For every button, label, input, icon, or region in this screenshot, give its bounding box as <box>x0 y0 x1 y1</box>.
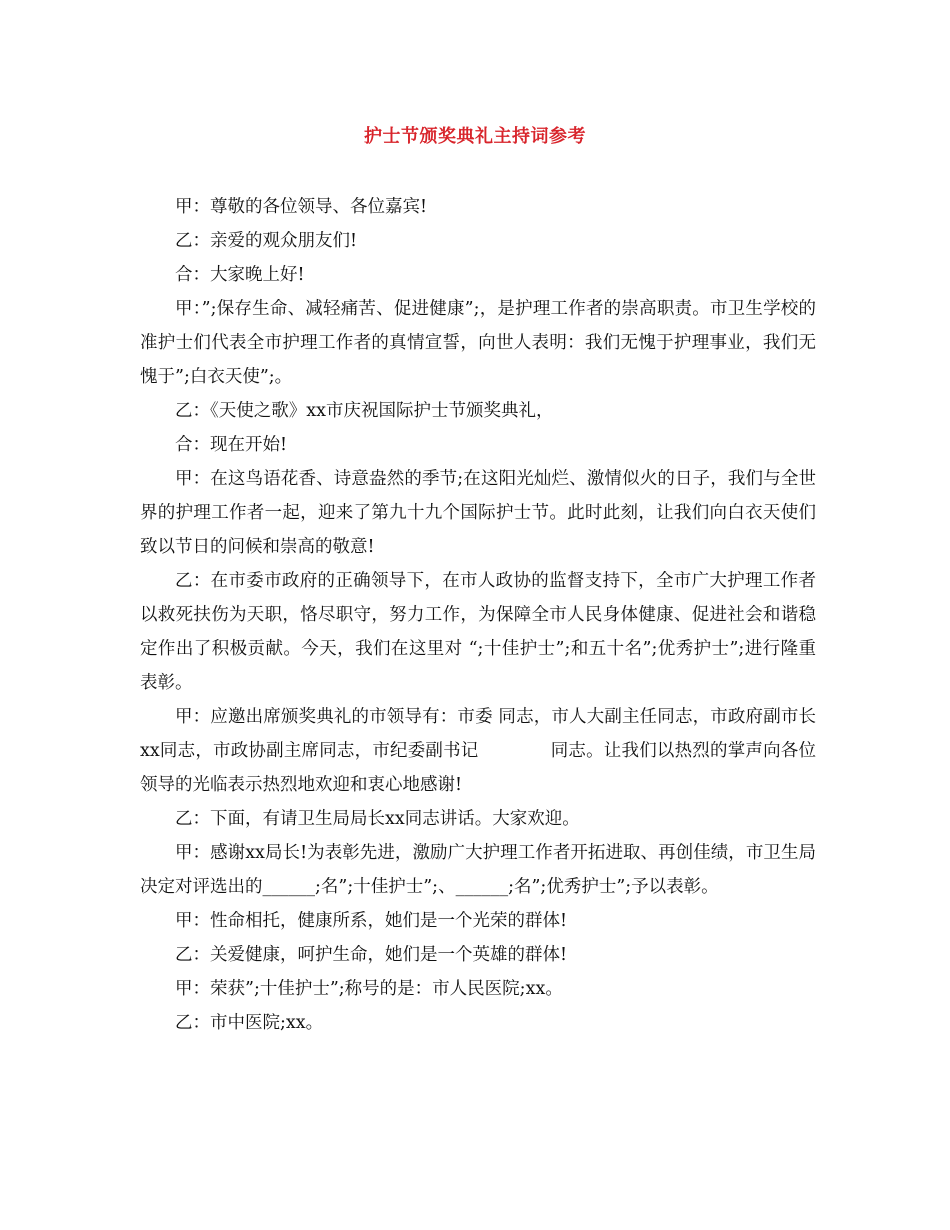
paragraph: 合：现在开始! <box>175 435 288 455</box>
paragraph: 甲：性命相托，健康所系，她们是一个光荣的群体! <box>175 911 568 931</box>
leaders-text-end: 同志。让我们以热烈的掌声向各位领导的光临表示热烈地欢迎和衷心地感谢! <box>140 741 816 795</box>
paragraph: 乙：在市委市政府的正确领导下，在市人政协的监督支持下，全市广大护理工作者以救死扶伤为天职，恪尽职守，努力工作，为保障全市人民身体健康、促进社会和谐稳定作出了积极贡献。今天，我们在这里对 “;十佳护士”;和五十名”;优秀护士”;进行隆重表彰。 <box>140 571 816 693</box>
paragraph: 甲：荣获”;十佳护士”;称号的是：市人民医院;xx。 <box>175 979 563 999</box>
paragraph: 甲：在这鸟语花香、诗意盎然的季节;在这阳光灿烂、激情似火的日子，我们与全世界的护理工作者一起，迎来了第九十九个国际护士节。此时此刻，让我们向白衣天使们致以节日的问候和崇高的敬意! <box>140 469 816 557</box>
paragraph: 合：大家晚上好! <box>175 265 305 285</box>
paragraph: 甲：尊敬的各位领导、各位嘉宾! <box>175 197 428 217</box>
leaders-paragraph <box>140 700 816 802</box>
paragraph: 甲：”;保存生命、减轻痛苦、促进健康”;，是护理工作者的崇高职责。市卫生学校的准护士们代表全市护理工作者的真情宣誓，向世人表明：我们无愧于护理事业，我们无愧于”;白衣天使”;。 <box>140 299 816 387</box>
paragraph: 乙：亲爱的观众朋友们! <box>175 231 358 251</box>
document-title: 护士节颁奖典礼主持词参考 <box>364 126 586 147</box>
leaders-text-start: 甲：应邀出席颁奖典礼的市领导有：市委 同志，市人大副主任同志，市政府副市长xx同志，市政协副主席同志，市纪委副书记 <box>140 707 816 761</box>
paragraph: 乙：关爱健康，呵护生命，她们是一个英雄的群体! <box>175 945 568 965</box>
paragraph: 甲：感谢xx局长!为表彰先进，激励广大护理工作者开拓进取、再创佳绩，市卫生局决定对评选出的______;名”;十佳护士”;、______;名”;优秀护士”;予以表彰。 <box>140 843 816 897</box>
paragraph: 乙：《天使之歌》xx市庆祝国际护士节颁奖典礼， <box>175 401 554 421</box>
paragraph: 乙：市中医院;xx。 <box>175 1013 324 1033</box>
document-body <box>140 190 816 1040</box>
paragraph: 乙：下面，有请卫生局局长xx同志讲话。大家欢迎。 <box>175 809 580 829</box>
